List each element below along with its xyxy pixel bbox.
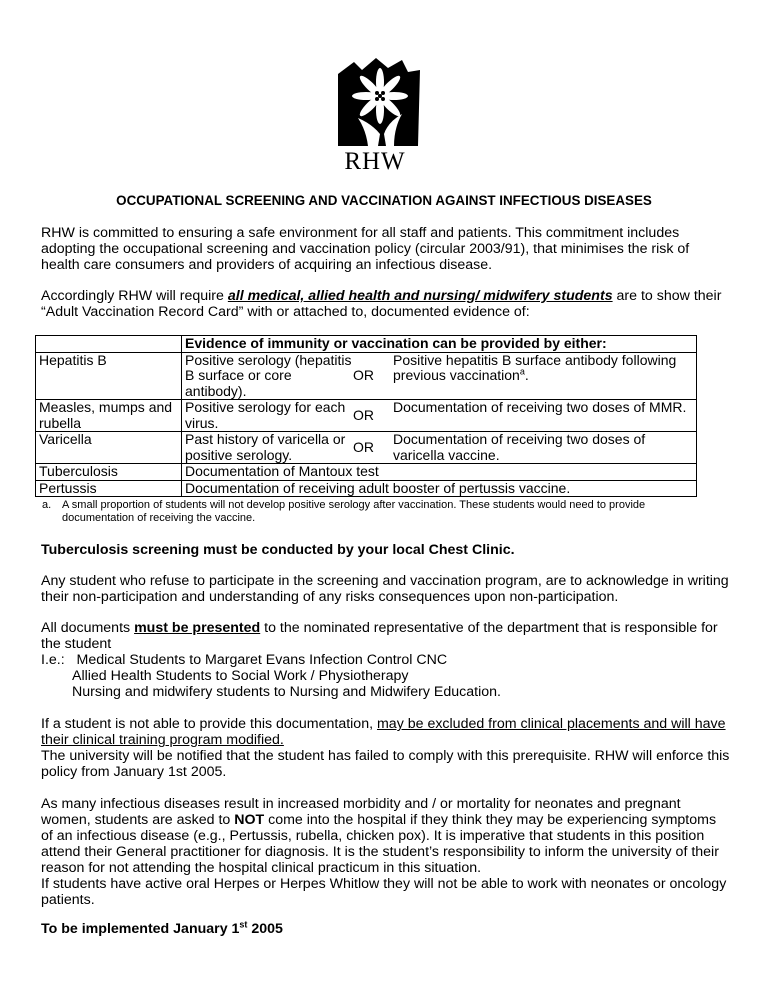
or-label: OR bbox=[353, 367, 374, 383]
table-header: Evidence of immunity or vaccination can be provided by either: bbox=[182, 336, 697, 353]
infectious-paragraph: As many infectious diseases result in increased morbidity and / or mortality for neonates and pregnant women, students are asked to NOT come into the hospital if they think they may be experiencing symptoms of an infectious disease (e.g., Pertussis, rubella, chicken pox). It is imperative that students in this position attend their General practitioner for diagnosis. It is the student’s responsibility to inform the university of their reason for not attending the hospital clinical practicum in this situation. If students have active oral Herpes or Herpes Whitlow they will not be able to work with neonates or oncology patients. bbox=[41, 796, 731, 908]
disease-cell: Tuberculosis bbox=[36, 464, 182, 481]
evidence-cell: Documentation of Mantoux test bbox=[182, 464, 697, 481]
evidence-cell bbox=[182, 352, 697, 400]
footnote-marker: a bbox=[519, 366, 525, 377]
table-row bbox=[36, 432, 697, 464]
table-row bbox=[36, 400, 697, 432]
table-header-row bbox=[36, 336, 697, 353]
exclusion-emphasis: may be excluded from clinical placements and will have their clinical training program modified. bbox=[41, 716, 726, 748]
document-title: OCCUPATIONAL SCREENING AND VACCINATION AGAINST INFECTIOUS DISEASES bbox=[116, 193, 652, 208]
table-row bbox=[36, 464, 697, 481]
disease-cell: Hepatitis B bbox=[36, 352, 182, 400]
requirement-text-post: are to show their “Adult Vaccination Record Card” with or attached to, documented evidence of: bbox=[41, 288, 722, 320]
logo-wordmark: RHW bbox=[344, 148, 406, 175]
intro-paragraph: RHW is committed to ensuring a safe environment for all staff and patients. This commitment includes adopting the occupational screening and vaccination policy (circular 2003/91), that minimises the risk of health care consumers and providers of acquiring an infectious disease. bbox=[41, 225, 690, 273]
evidence-left: Positive serology (hepatitis B surface or core antibody). bbox=[185, 351, 352, 399]
evidence-table bbox=[35, 335, 697, 497]
requirement-text-pre: Accordingly RHW will require bbox=[41, 288, 228, 304]
not-emphasis: NOT bbox=[234, 812, 265, 828]
disease-cell: Measles, mumps and rubella bbox=[36, 400, 182, 432]
table-row bbox=[36, 480, 697, 497]
documents-paragraph: All documents must be presented to the nominated representative of the department that is responsible for the student I.e.: Medical Students to Margaret Evans Infection Control CNC Allied Health Students to Social Work / Physiotherapy Nursing and midwifery students to Nursing and Midwifery Education. bbox=[41, 620, 731, 700]
requirement-paragraph bbox=[41, 288, 731, 320]
table-header-empty-cell bbox=[36, 336, 182, 353]
ie-list-item: Allied Health Students to Social Work / Physiotherapy bbox=[72, 668, 409, 684]
herpes-text: If students have active oral Herpes or Herpes Whitlow they will not be able to work with neonates or oncology patients. bbox=[41, 876, 727, 908]
must-be-presented-emphasis: must be presented bbox=[134, 620, 261, 636]
footnote-line: documentation of receiving the vaccine. bbox=[62, 511, 256, 524]
implementation-date: To be implemented January 1st 2005 bbox=[41, 919, 283, 937]
refusal-paragraph: Any student who refuse to participate in the screening and vaccination program, are to acknowledge in writing their non-participation and understanding of any risks consequences upon non-participation. bbox=[41, 573, 729, 605]
evidence-right: Documentation of receiving two doses of varicella vaccine. bbox=[393, 431, 646, 463]
or-label: OR bbox=[353, 438, 374, 455]
evidence-cell: Documentation of receiving adult booster of pertussis vaccine. bbox=[182, 480, 697, 497]
evidence-left: Positive serology for each virus. bbox=[185, 399, 346, 431]
evidence-cell bbox=[182, 400, 697, 432]
table-row bbox=[36, 352, 697, 400]
or-label: OR bbox=[353, 406, 374, 423]
ie-list-item: I.e.: Medical Students to Margaret Evans Infection Control CNC bbox=[41, 652, 448, 668]
table-footnote bbox=[42, 499, 702, 524]
footnote-line: A small proportion of students will not develop positive serology after vaccination. These students would need to provide bbox=[62, 499, 646, 511]
required-students-emphasis: all medical, allied health and nursing/ midwifery students bbox=[227, 288, 613, 304]
tb-heading: Tuberculosis screening must be conducted by your local Chest Clinic. bbox=[41, 542, 515, 558]
evidence-right: Documentation of receiving two doses of MMR. bbox=[393, 399, 687, 415]
disease-cell: Pertussis bbox=[36, 480, 182, 497]
evidence-right: Positive hepatitis B surface antibody following previous vaccination$^a$. bbox=[393, 351, 677, 383]
footnote-key: a. bbox=[42, 499, 52, 511]
evidence-cell bbox=[182, 432, 697, 464]
rhw-logo bbox=[328, 56, 438, 176]
exclusion-paragraph: If a student is not able to provide this documentation, may be excluded from clinical placements and will have their clinical training program modified. The university will be notified that the student has failed to comply with this prerequisite. RHW will enforce this policy from January 1st 2005. bbox=[41, 716, 730, 780]
disease-cell: Varicella bbox=[36, 432, 182, 464]
ie-list-item: Nursing and midwifery students to Nursing and Midwifery Education. bbox=[72, 684, 501, 700]
flower-emblem-icon bbox=[328, 56, 422, 146]
evidence-left: Past history of varicella or positive serology. bbox=[185, 431, 346, 463]
enforcement-text: The university will be notified that the student has failed to comply with this prerequisite. RHW will enforce this policy from January 1st 2005. bbox=[41, 748, 730, 780]
